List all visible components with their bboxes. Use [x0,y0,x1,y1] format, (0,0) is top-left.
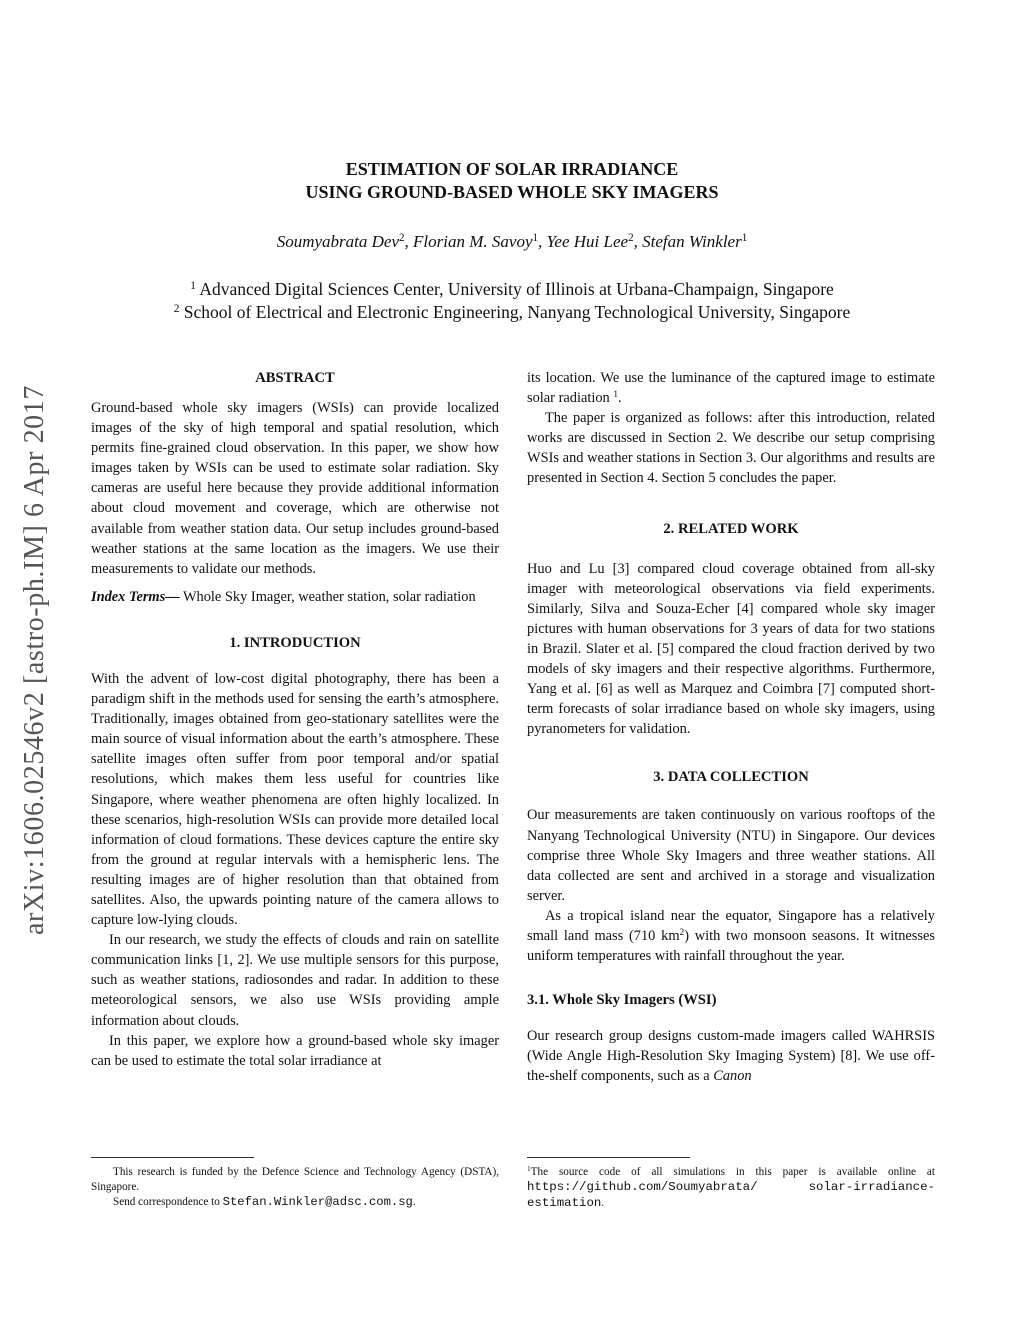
author-affil-mark: 1 [532,231,539,244]
title-line-2: USING GROUND-BASED WHOLE SKY IMAGERS [305,182,719,202]
paper-title [0,158,1024,204]
related-work-paragraph: Huo and Lu [3] compared cloud coverage obtained from all-sky imager with meteorological observations via field experiments. Similarly, Silva and Souza-Echer [4] compared whole sky imager pictures with human observations for 3 years of data for two stations in Brazil. Slater et al. [5] compared the cloud fraction derived by two models of sky imagers and their respective algorithms. Furthermore, Yang et al. [6] as well as Marquez and Coimbra [7] computed short-term forecasts of solar irradiance based on whole sky imagers, using pyranometers for validation. [527,560,935,738]
source-code-footnote-end: . [601,1196,605,1209]
correspondence-email[interactable]: Stefan.Winkler@adsc.com.sg [222,1195,413,1210]
footnote-mark: 1 [613,389,618,400]
author-affil-mark: 2 [399,231,405,244]
affiliation-mark: 1 [190,279,196,292]
funding-footnote: This research is funded by the Defence Science and Technology Agency (DSTA), Singapore. [91,1166,499,1194]
author-separator: , [538,232,547,251]
intro-paragraph: The paper is organized as follows: after this introduction, related works are discussed in Section 2. We describe our setup comprising WSIs and weather stations in Section 3. Our algorithms and results are presented in Section 4. Section 5 concludes the paper. [527,410,935,487]
author-name: Stefan Winkler [642,232,742,251]
right-column [527,368,935,1086]
author-affil-mark: 2 [628,231,634,244]
correspondence-prefix: Send correspondence to [113,1196,223,1209]
author-separator: , [633,232,643,251]
arxiv-stamp: arXiv:1606.02546v2 [astro-ph.IM] 6 Apr 2017 [19,385,50,935]
wsi-italic-word: Canon [713,1068,752,1085]
affiliation-text: Advanced Digital Sciences Center, University of Illinois at Urbana-Champaign, Singapore [199,279,834,299]
arxiv-sidebar [0,340,70,980]
footnote-mark: 1 [527,1165,531,1173]
intro-continued-end: . [618,390,622,407]
intro-continued-text: its location. We use the luminance of the captured image to estimate solar radiation [527,370,935,407]
author-name: Florian M. Savoy [413,232,533,251]
left-column [91,368,499,1071]
author-name: Soumyabrata Dev [276,232,400,251]
abstract-heading: ABSTRACT [255,370,335,386]
affiliations [0,278,1024,324]
author-affil-mark: 1 [741,231,748,244]
footnote-rule [527,1157,690,1158]
affiliation-2 [0,301,1024,324]
intro-paragraph: In this paper, we explore how a ground-based whole sky imager can be used to estimate the total solar irradiance at [91,1032,499,1069]
correspondence-suffix: . [412,1196,416,1209]
left-footnotes [91,1157,499,1211]
data-collection-paragraph: Our measurements are taken continuously on various rooftops of the Nanyang Technological University (NTU) in Singapore. Our devices comprise three Whole Sky Imagers and three weather stations. All data collected are sent and archived in a storage and visualization server. [527,807,935,904]
title-line-1: ESTIMATION OF SOLAR IRRADIANCE [345,159,679,179]
intro-paragraph: In our research, we study the effects of clouds and rain on satellite communication links [1, 2]. We use multiple sensors for this purpose, such as weather stations, radiosondes and radar. In addition to these meteorological sensors, we also use WSIs providing ample information about clouds. [91,932,499,1029]
squared-mark: 2 [679,927,685,938]
index-terms-label: Index Terms— [91,588,180,605]
wsi-subsection-heading: 3.1. Whole Sky Imagers (WSI) [527,992,717,1009]
land-mass-text-end: ) with two monsoon seasons. It witnesses uniform temperatures with rainfall throughout the year. [527,927,935,965]
affiliation-text: School of Electrical and Electronic Engineering, Nanyang Technological University, Singapore [183,302,851,322]
right-footnotes [527,1157,935,1211]
wsi-paragraph [527,1026,935,1086]
footnote-block [91,1165,499,1211]
affiliation-mark: 2 [173,302,180,315]
land-mass-text: As a tropical island near the equator, Singapore has a relatively small land mass (710 km [527,907,935,944]
intro-paragraph: With the advent of low-cost digital photography, there has been a paradigm shift in the methods used for sensing the earth’s atmosphere. Traditionally, images obtained from geo-stationary satellites were the main source of visual information about the earth’s atmosphere. These satellite images often suffer from poor temporal and/or spatial resolutions, which makes them less useful for countries like Singapore, where weather phenomena are often highly localized. In these scenarios, high-resolution WSIs can provide more detailed local information of cloud formations. These devices capture the entire sky from the ground at regular intervals with a hemispheric lens. The resulting images are of higher resolution than that obtained from satellites. Also, the upwards pointing nature of the camera allows to capture low-lying clouds. [91,670,499,929]
data-collection-heading: 3. DATA COLLECTION [653,769,809,786]
index-terms-text: Whole Sky Imager, weather station, solar radiation [179,588,476,605]
data-collection-paragraph [527,906,935,966]
related-work-heading: 2. RELATED WORK [663,520,799,537]
footnote-rule [91,1157,254,1158]
source-code-footnote-text: The source code of all simulations in this paper is available online at [530,1166,935,1178]
source-code-footnote [527,1165,935,1211]
intro-paragraph-continued [527,368,935,408]
author-list [0,232,1024,252]
wsi-text: Our research group designs custom-made imagers called WAHRSIS (Wide Angle High-Resolution Sky Imaging System) [8]. We use off-the-shelf components, such as a [527,1028,935,1085]
affiliation-1 [0,278,1024,301]
author-name: Yee Hui Lee [546,232,629,251]
source-code-url[interactable]: https://github.com/Soumyabrata/ solar-irradiance-estimation [527,1180,935,1210]
index-terms [91,587,499,607]
correspondence-footnote [91,1195,499,1210]
author-separator: , [404,232,414,251]
abstract-text: Ground-based whole sky imagers (WSIs) can provide localized images of the sky of high temporal and spatial resolution, which permits fine-grained cloud observation. In this paper, we show how images taken by WSIs can be used to estimate solar radiation. Sky cameras are useful here because they provide additional information about cloud movement and coverage, which are otherwise not available from weather station data. Our setup includes ground-based weather stations at the same location as the imagers. We use their measurements to validate our methods. [91,400,499,577]
intro-heading: 1. INTRODUCTION [229,634,361,651]
